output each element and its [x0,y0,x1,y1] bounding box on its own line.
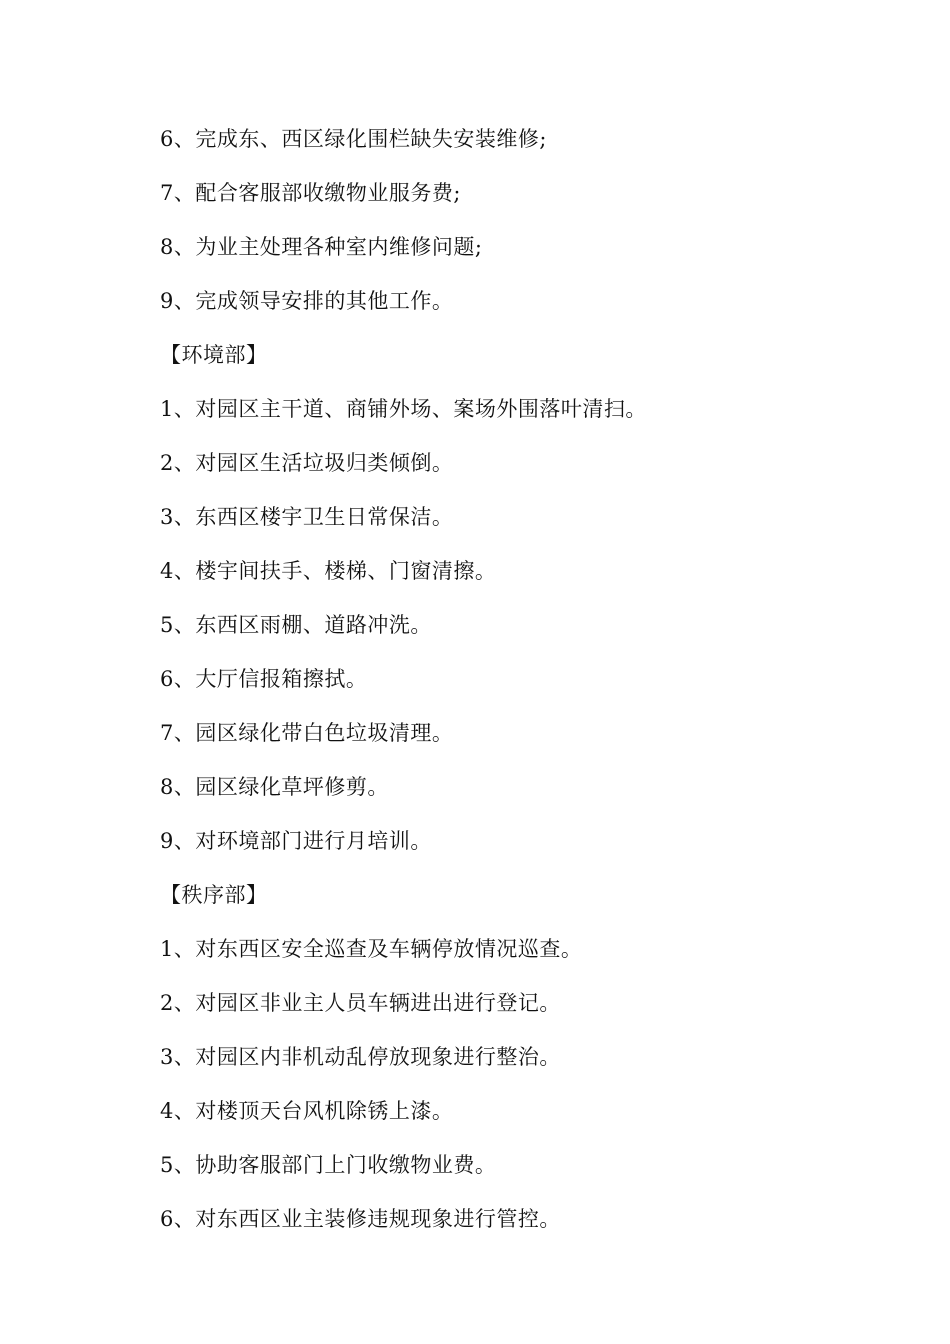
list-item: 7、园区绿化带白色垃圾清理。 [160,721,454,745]
section-heading-order: 【秩序部】 [160,883,268,907]
list-item: 8、园区绿化草坪修剪。 [160,775,389,799]
list-item: 3、对园区内非机动乱停放现象进行整治。 [160,1045,561,1069]
list-item: 6、完成东、西区绿化围栏缺失安装维修; [160,127,547,151]
list-item: 9、完成领导安排的其他工作。 [160,289,454,313]
list-item: 4、楼宇间扶手、楼梯、门窗清擦。 [160,559,497,583]
list-item: 4、对楼顶天台风机除锈上漆。 [160,1099,454,1123]
list-item: 9、对环境部门进行月培训。 [160,829,432,853]
list-item: 6、对东西区业主装修违规现象进行管控。 [160,1207,561,1231]
list-item: 5、协助客服部门上门收缴物业费。 [160,1153,497,1177]
list-item: 8、为业主处理各种室内维修问题; [160,235,483,259]
list-item: 5、东西区雨棚、道路冲洗。 [160,613,432,637]
list-item: 2、对园区非业主人员车辆进出进行登记。 [160,991,561,1015]
list-item: 1、对东西区安全巡查及车辆停放情况巡查。 [160,937,583,961]
list-item: 2、对园区生活垃圾归类倾倒。 [160,451,454,475]
section-heading-environment: 【环境部】 [160,343,268,367]
list-item: 6、大厅信报箱擦拭。 [160,667,368,691]
list-item: 3、东西区楼宇卫生日常保洁。 [160,505,454,529]
list-item: 7、配合客服部收缴物业服务费; [160,181,461,205]
document-body [160,112,860,1246]
list-item: 1、对园区主干道、商铺外场、案场外围落叶清扫。 [160,397,647,421]
